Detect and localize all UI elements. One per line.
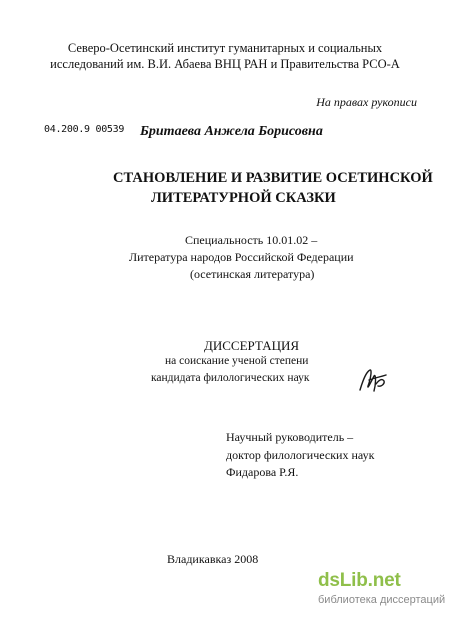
supervisor-line-3: Фидарова Р.Я. xyxy=(226,465,299,479)
institution-line-1: Северо-Осетинский институт гуманитарных и социальных xyxy=(67,41,383,55)
supervisor-line-2: доктор филологических наук xyxy=(226,448,375,462)
title-line-2: ЛИТЕРАТУРНОЙ СКАЗКИ xyxy=(151,190,336,206)
title-line-1: СТАНОВЛЕНИЕ И РАЗВИТИЕ ОСЕТИНСКОЙ xyxy=(113,170,433,186)
watermark-logo: dsLib.net xyxy=(318,570,401,591)
dissertation-line-2: кандидата филологических наук xyxy=(151,372,310,384)
supervisor-line-1: Научный руководитель – xyxy=(226,430,354,444)
institution-line-2: исследований им. В.И. Абаева ВНЦ РАН и Правительства РСО-А xyxy=(50,57,400,71)
rights-note: На правах рукописи xyxy=(316,95,417,109)
dissertation-line-1: на соискание ученой степени xyxy=(165,355,309,367)
specialty-line-3: (осетинская литература) xyxy=(190,267,315,281)
watermark xyxy=(318,570,445,606)
city-year: Владикавказ 2008 xyxy=(167,552,259,566)
author-name: Бритаева Анжела Борисовна xyxy=(140,124,323,139)
specialty-line-2: Литература народов Российской Федерации xyxy=(129,250,354,264)
handwritten-signature xyxy=(357,366,389,396)
dissertation-heading: ДИССЕРТАЦИЯ xyxy=(204,338,300,353)
archive-stamp: 04.200.9 00539 xyxy=(44,124,125,135)
specialty-line-1: Специальность 10.01.02 – xyxy=(185,233,318,247)
watermark-tagline: библиотека диссертаций xyxy=(318,594,446,606)
